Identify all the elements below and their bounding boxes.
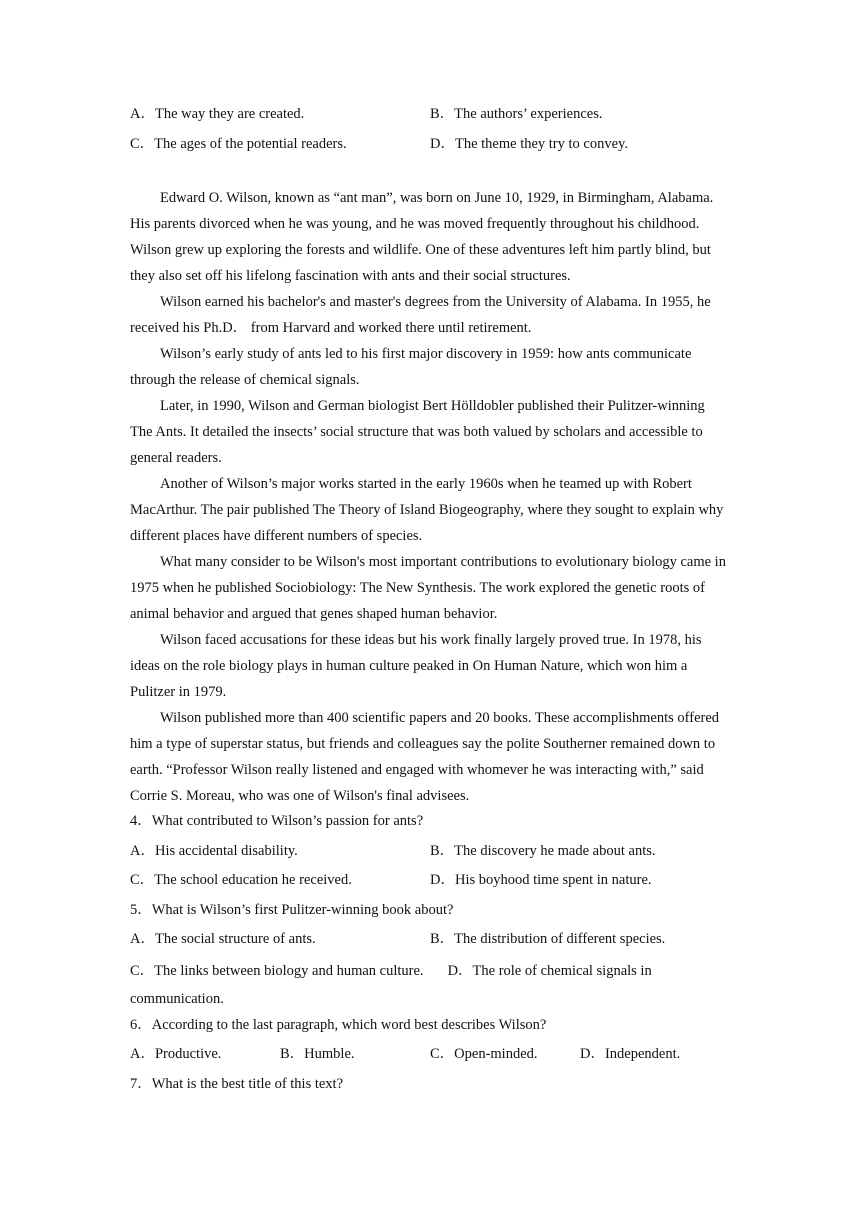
question-4-options-row-1 (130, 839, 730, 869)
question-5-options-row-2 (130, 957, 730, 1013)
question-4-option-a: A．His accidental disability. (130, 842, 298, 859)
prev-options-row-1 (130, 102, 730, 132)
question-4-options-row-2 (130, 868, 730, 898)
passage-paragraph-6: What many consider to be Wilson's most important contributions to evolutionary biology came in 1975 when he published Sociobiology: The New Synthesis. The work explored the genetic roots of animal behavior and argued that genes shaped human behavior. (130, 554, 726, 622)
passage-paragraph-7: Wilson faced accusations for these ideas but his work finally largely proved true. In 1978, his ideas on the role biology plays in human culture peaked in On Human Nature, which won him a Pulitzer in 1979. (130, 632, 702, 700)
question-6-option-b: B．Humble. (280, 1046, 355, 1062)
question-5-stem: 5．What is Wilson’s first Pulitzer-winning book about? (130, 901, 454, 918)
question-5-option-b: B．The distribution of different species. (430, 931, 666, 947)
prev-options-row-2 (130, 132, 730, 162)
prev-option-c: C．The ages of the potential readers. (130, 135, 347, 152)
reading-passage (130, 185, 730, 809)
question-6-option-c: C．Open-minded. (430, 1046, 538, 1062)
question-5-option-c: C．The links between biology and human culture. (130, 962, 424, 979)
section-gap (130, 161, 730, 185)
question-4-option-b: B．The discovery he made about ants. (430, 842, 656, 859)
question-4-stem: 4．What contributed to Wilson’s passion for ants? (130, 813, 424, 829)
prev-option-b: B．The authors’ experiences. (430, 106, 603, 122)
question-6-option-a: A．Productive. (130, 1046, 222, 1062)
passage-paragraph-5: Another of Wilson’s major works started in the early 1960s when he teamed up with Robert MacArthur. The pair published The Theory of Island Biogeography, where they sought to explain why different places have different numbers of species. (130, 476, 724, 544)
prev-option-d: D．The theme they try to convey. (430, 135, 628, 152)
question-5-options-row-1 (130, 927, 730, 957)
question-6-option-d: D．Independent. (580, 1046, 681, 1062)
question-6-options-row (130, 1042, 730, 1072)
passage-paragraph-2: Wilson earned his bachelor's and master's degrees from the University of Alabama. In 1955, he received his Ph.D． from Harvard and worked there until retirement. (130, 294, 711, 336)
question-6-stem: 6．According to the last paragraph, which word best describes Wilson? (130, 1016, 547, 1033)
document-page (130, 102, 730, 1101)
passage-paragraph-3: Wilson’s early study of ants led to his first major discovery in 1959: how ants communicate through the release of chemical signals. (130, 346, 692, 388)
question-5-option-a: A．The social structure of ants. (130, 931, 316, 947)
question-5-option-d: D．The role of chemical signals in communication. (130, 962, 652, 1007)
question-4-option-c: C．The school education he received. (130, 872, 352, 888)
passage-paragraph-8: Wilson published more than 400 scientific papers and 20 books. These accomplishments offered him a type of superstar status, but friends and colleagues say the polite Southerner remained down to earth. “Professor Wilson really listened and engaged with whomever he was interacting with,” said Corrie S. Moreau, who was one of Wilson's final advisees. (130, 710, 720, 804)
prev-option-a: A．The way they are created. (130, 106, 305, 122)
passage-paragraph-1: Edward O. Wilson, known as “ant man”, was born on June 10, 1929, in Birmingham, Alabama. His parents divorced when he was young, and he was moved frequently throughout his childhood. Wilson grew up exploring the forests and wildlife. One of these adventures left him partly blind, but they also set off his lifelong fascination with ants and their social structures. (130, 190, 714, 284)
passage-paragraph-4: Later, in 1990, Wilson and German biologist Bert Hölldobler published their Pulitzer-winning The Ants. It detailed the insects’ social structure that was both valued by scholars and accessible to general readers. (130, 398, 705, 466)
question-4-option-d: D．His boyhood time spent in nature. (430, 872, 652, 888)
question-7-stem: 7．What is the best title of this text? (130, 1075, 344, 1092)
